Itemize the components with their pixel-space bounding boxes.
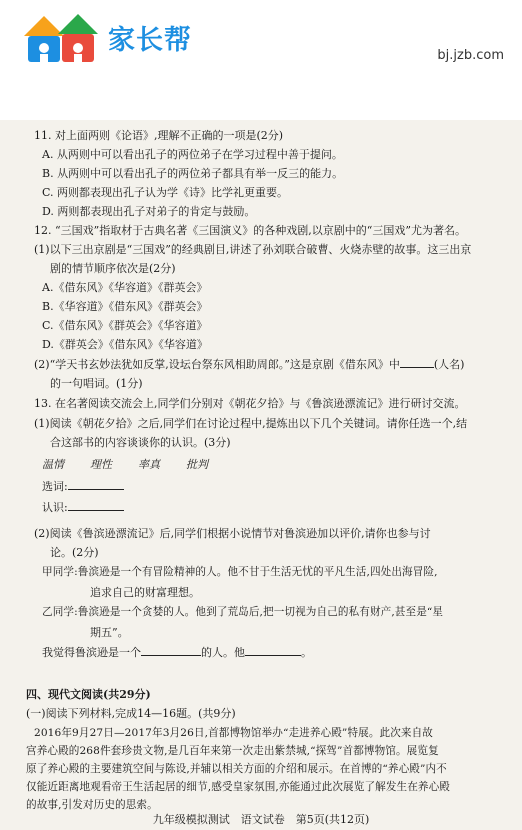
student-a-line1: 甲同学:鲁滨逊是一个有冒险精神的人。他不甘于生活无忧的平凡生活,四处出海冒险, [42,566,438,578]
q12-option-d: D.《群英会》《借东风》《华容道》 [42,338,208,351]
q12-option-b: B.《华容道》《借东风》《群英会》 [42,300,208,313]
keyword: 温情 [42,458,64,471]
q13-part2-line2: 论。(2分) [50,546,99,559]
q12-part2-line2: 的一句唱词。(1分) [50,377,143,390]
reading-para-line4: 仅能近距离地观看帝王生活起居的细节,感受皇家氛围,亦能通过此次展览了解发生在养心殿 [26,781,450,793]
house-logo-icon [18,8,104,66]
student-b-line1: 乙同学:鲁滨逊是一个贪婪的人。他到了荒岛后,把一切视为自己的私有财产,甚至是“星 [42,606,444,618]
brand-name: 家长帮 [108,24,192,56]
q12-part2-line1 [34,355,464,375]
opinion-label: 认识: [42,501,68,514]
choose-label: 选词: [42,480,68,493]
reading-para-line1: 2016年9月27日—2017年3月26日,首都博物馆举办“走进养心殿”特展。此次来自故 [34,727,433,739]
reading-para-line2: 宫养心殿的268件套珍贵文物,是几百年来第一次走出紫禁城,“探驾”首都博物馆。展览复 [26,745,439,757]
site-url[interactable]: bj.jzb.com [437,48,504,63]
q13-opinion-row [42,498,124,518]
q12-option-a: A.《借东风》《华容道》《群英会》 [42,281,208,294]
q11-option-c: C. 两则都表现出孔子认为学《诗》比学礼更重要。 [42,186,289,199]
my-opinion-text: 的人。他 [201,646,245,659]
q12-stem: 12. “三国戏”指取材于古典名著《三国演义》的各种戏剧,以京剧中的“三国戏”尤为著名。 [34,224,466,237]
exam-page [0,120,522,825]
my-opinion-text: 我觉得鲁滨逊是一个 [42,646,141,659]
brand-logo[interactable] [18,8,192,66]
student-b-line2: 期五”。 [90,626,129,639]
q13-part1-line1: (1)阅读《朝花夕拾》之后,同学们在讨论过程中,提炼出以下几个关键词。请你任选一个,结 [34,417,468,430]
q13-keywords [42,455,234,475]
choose-blank[interactable] [68,477,124,490]
reading-para-line3: 原了养心殿的主要建筑空间与陈设,并辅以相关方面的介绍和展示。在首博的“养心殿”内不 [26,763,447,775]
student-a-line2: 追求自己的财富理想。 [90,586,200,599]
keyword: 理性 [90,458,112,471]
q13-part2-line1: (2)阅读《鲁滨逊漂流记》后,同学们根据小说情节对鲁滨逊加以评价,请你也参与讨 [34,527,431,540]
q12-option-c: C.《借东风》《群英会》《华容道》 [42,319,208,332]
page-footer: 九年级模拟测试 语文试卷 第5页(共12页) [152,813,370,826]
reading-para-line5: 的故事,引发对历史的思索。 [26,799,158,811]
q11-option-b: B. 从两则中可以看出孔子的两位弟子都具有举一反三的能力。 [42,167,344,180]
q13-choose-row [42,477,124,497]
keyword: 批判 [186,458,208,471]
keyword: 率真 [138,458,160,471]
q13-part1-line2: 合这部书的内容谈谈你的认识。(3分) [50,436,231,449]
q11-option-a: A. 从两则中可以看出孔子的两位弟子在学习过程中善于提问。 [42,148,343,161]
q12-part2-note: (人名) [433,358,465,371]
q12-part1-line2: 剧的情节顺序依次是(2分) [50,262,176,275]
q12-part1-line1: (1)以下三出京剧是“三国戏”的经典剧目,讲述了孙刘联合破曹、火烧赤壁的故事。这三出京 [34,243,472,256]
q11-option-d: D. 两则都表现出孔子对弟子的肯定与鼓励。 [42,205,256,218]
section4-title: 四、现代文阅读(共29分) [26,688,151,701]
q12-answer-blank[interactable] [400,355,434,368]
opinion-adjective-blank[interactable] [141,643,201,656]
opinion-reason-blank[interactable] [245,643,301,656]
section4-part1: (一)阅读下列材料,完成14—16题。(共9分) [26,707,236,720]
q12-part2-text: (2)“学天书玄妙法犹如反掌,设坛台祭东风相助周郎。”这是京剧《借东风》中 [34,358,400,371]
opinion-blank[interactable] [68,498,124,511]
q13-stem: 13. 在名著阅读交流会上,同学们分别对《朝花夕拾》与《鲁滨逊漂流记》进行研讨交流。 [34,397,466,410]
q11-stem: 11. 对上面两则《论语》,理解不正确的一项是(2分) [34,129,284,142]
my-opinion-row [42,643,312,663]
my-opinion-end: 。 [301,646,312,659]
site-header [0,0,522,120]
